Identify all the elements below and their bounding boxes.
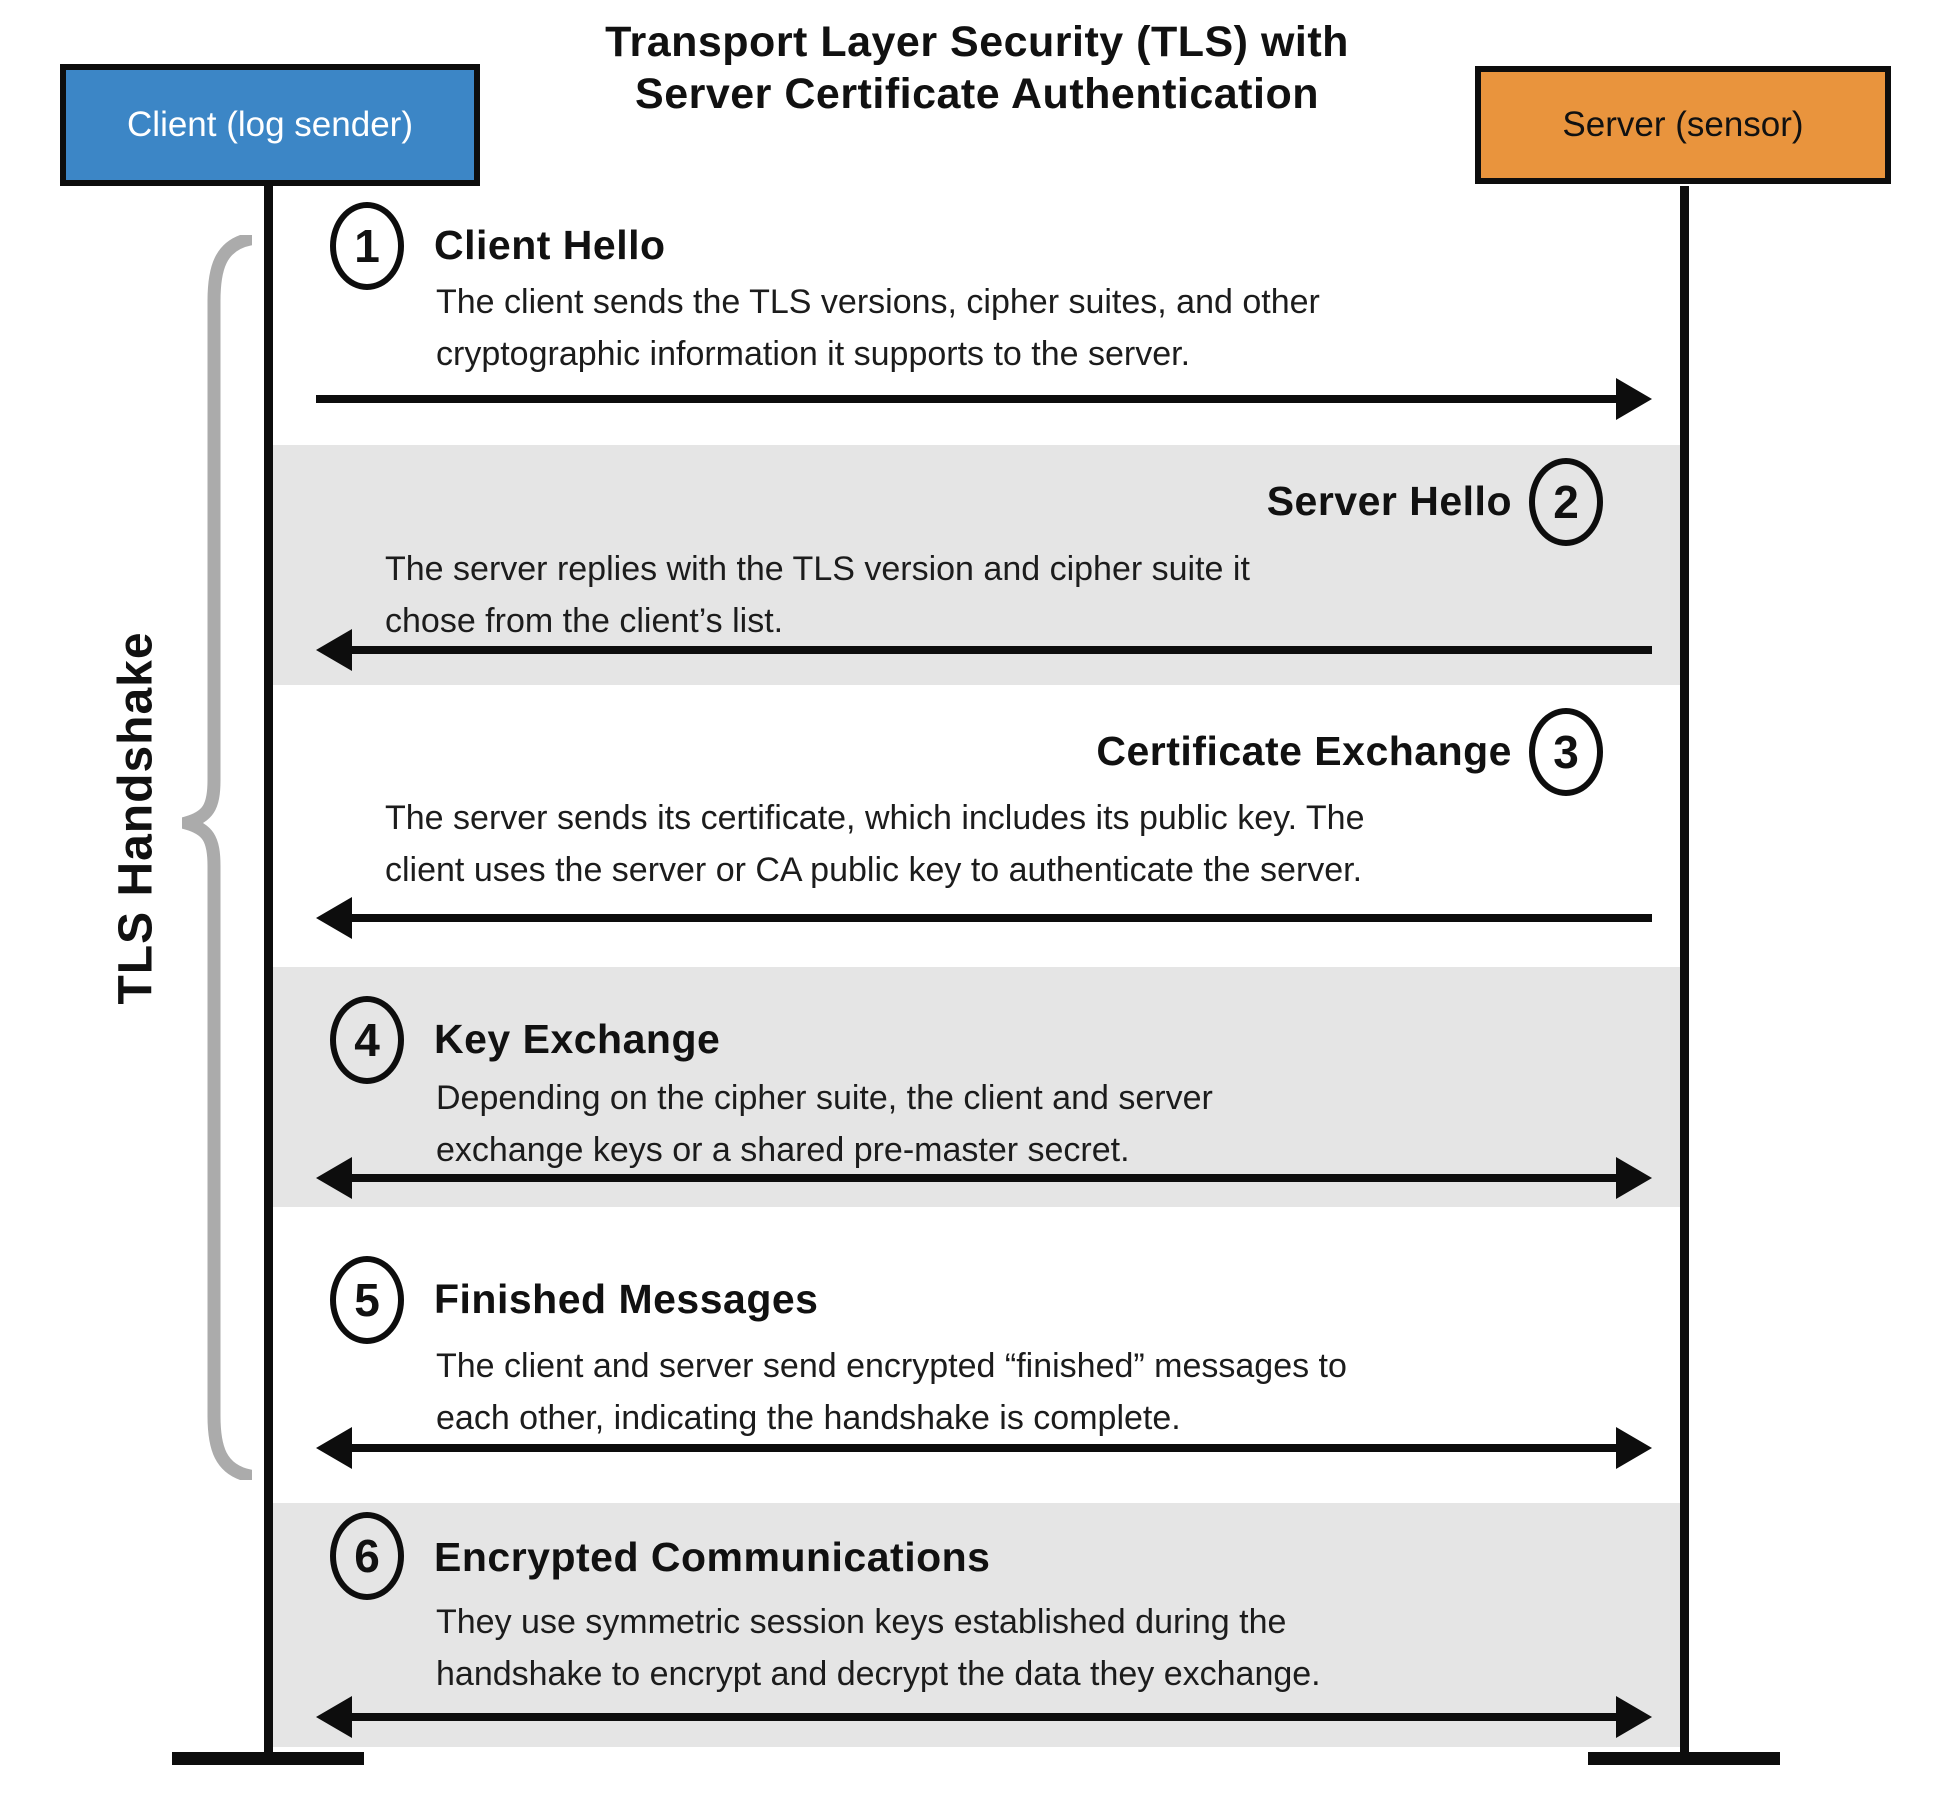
- client-lifeline-foot: [172, 1752, 364, 1765]
- diagram-title: [327, 16, 1627, 120]
- client-lifeline: [264, 186, 273, 1758]
- server-lifeline: [1680, 186, 1689, 1758]
- arrowhead-right-icon: [1616, 1427, 1652, 1469]
- arrowhead-left-icon: [316, 629, 352, 671]
- arrowhead-right-icon: [1616, 378, 1652, 420]
- step-1-arrow: [316, 379, 1652, 419]
- step-3-description-line1: The server sends its certificate, which includes its public key. The: [385, 799, 1365, 837]
- step-1-number: 1: [354, 220, 380, 272]
- step-2-title: Server Hello: [1266, 478, 1512, 524]
- step-6-number-badge: [330, 1512, 404, 1600]
- tls-handshake-brace-icon: [182, 235, 252, 1480]
- arrowhead-right-icon: [1616, 1696, 1652, 1738]
- server-actor-box: [1475, 66, 1891, 184]
- step-4-arrow: [316, 1158, 1652, 1198]
- step-4-title: Key Exchange: [434, 1016, 721, 1062]
- step-4-description-line1: Depending on the cipher suite, the client and server: [436, 1079, 1213, 1117]
- step-5-description-line1: The client and server send encrypted “finished” messages to: [436, 1347, 1347, 1385]
- step-3-title: Certificate Exchange: [1096, 728, 1512, 774]
- step-3-number-badge: [1529, 708, 1603, 796]
- step-2-arrow-line: [352, 646, 1652, 654]
- step-5-description-line2: each other, indicating the handshake is complete.: [436, 1399, 1181, 1437]
- step-2-number-badge: [1529, 458, 1603, 546]
- step-6-description-line2: handshake to encrypt and decrypt the data they exchange.: [436, 1655, 1321, 1693]
- arrowhead-left-icon: [316, 1427, 352, 1469]
- step-5-number-badge: [330, 1256, 404, 1344]
- step-2-arrow: [316, 630, 1652, 670]
- step-5-arrow-line: [352, 1444, 1616, 1452]
- client-actor-label: Client (log sender): [127, 105, 413, 144]
- step-1-description-line2: cryptographic information it supports to the server.: [436, 335, 1191, 373]
- client-actor-box: [60, 64, 480, 186]
- step-3-number: 3: [1553, 726, 1579, 778]
- step-1-arrow-line: [316, 395, 1616, 403]
- step-3-arrow: [316, 898, 1652, 938]
- step-2-description-line2: chose from the client’s list.: [385, 602, 784, 640]
- step-3-arrow-line: [352, 914, 1652, 922]
- step-4-number: 4: [354, 1014, 380, 1066]
- step-5-number: 5: [354, 1274, 380, 1326]
- step-2-number: 2: [1553, 476, 1579, 528]
- server-actor-label: Server (sensor): [1562, 105, 1804, 144]
- arrowhead-left-icon: [316, 897, 352, 939]
- step-4-arrow-line: [352, 1174, 1616, 1182]
- step-6-description: [436, 1596, 1321, 1700]
- step-1-title: Client Hello: [434, 222, 666, 268]
- arrowhead-left-icon: [316, 1696, 352, 1738]
- step-4-description-line2: exchange keys or a shared pre-master secret.: [436, 1131, 1130, 1169]
- server-lifeline-foot: [1588, 1752, 1780, 1765]
- step-1-description-line1: The client sends the TLS versions, cipher suites, and other: [436, 283, 1320, 321]
- step-6-number: 6: [354, 1530, 380, 1582]
- step-2-description-line1: The server replies with the TLS version and cipher suite it: [385, 550, 1250, 588]
- step-3-description: [385, 792, 1365, 896]
- tls-handshake-label: TLS Handshake: [109, 631, 163, 1005]
- step-4-number-badge: [330, 996, 404, 1084]
- diagram-title-line1: Transport Layer Security (TLS) with: [605, 18, 1349, 66]
- step-5-title: Finished Messages: [434, 1276, 819, 1322]
- step-1-description: [436, 276, 1320, 380]
- step-5-arrow: [316, 1428, 1652, 1468]
- step-6-arrow: [316, 1697, 1652, 1737]
- step-1-number-badge: [330, 202, 404, 290]
- step-3-description-line2: client uses the server or CA public key to authenticate the server.: [385, 851, 1363, 889]
- arrowhead-left-icon: [316, 1157, 352, 1199]
- arrowhead-right-icon: [1616, 1157, 1652, 1199]
- step-6-arrow-line: [352, 1713, 1616, 1721]
- diagram-title-line2: Server Certificate Authentication: [635, 70, 1319, 118]
- step-6-title: Encrypted Communications: [434, 1534, 991, 1580]
- step-6-description-line1: They use symmetric session keys established during the: [436, 1603, 1287, 1641]
